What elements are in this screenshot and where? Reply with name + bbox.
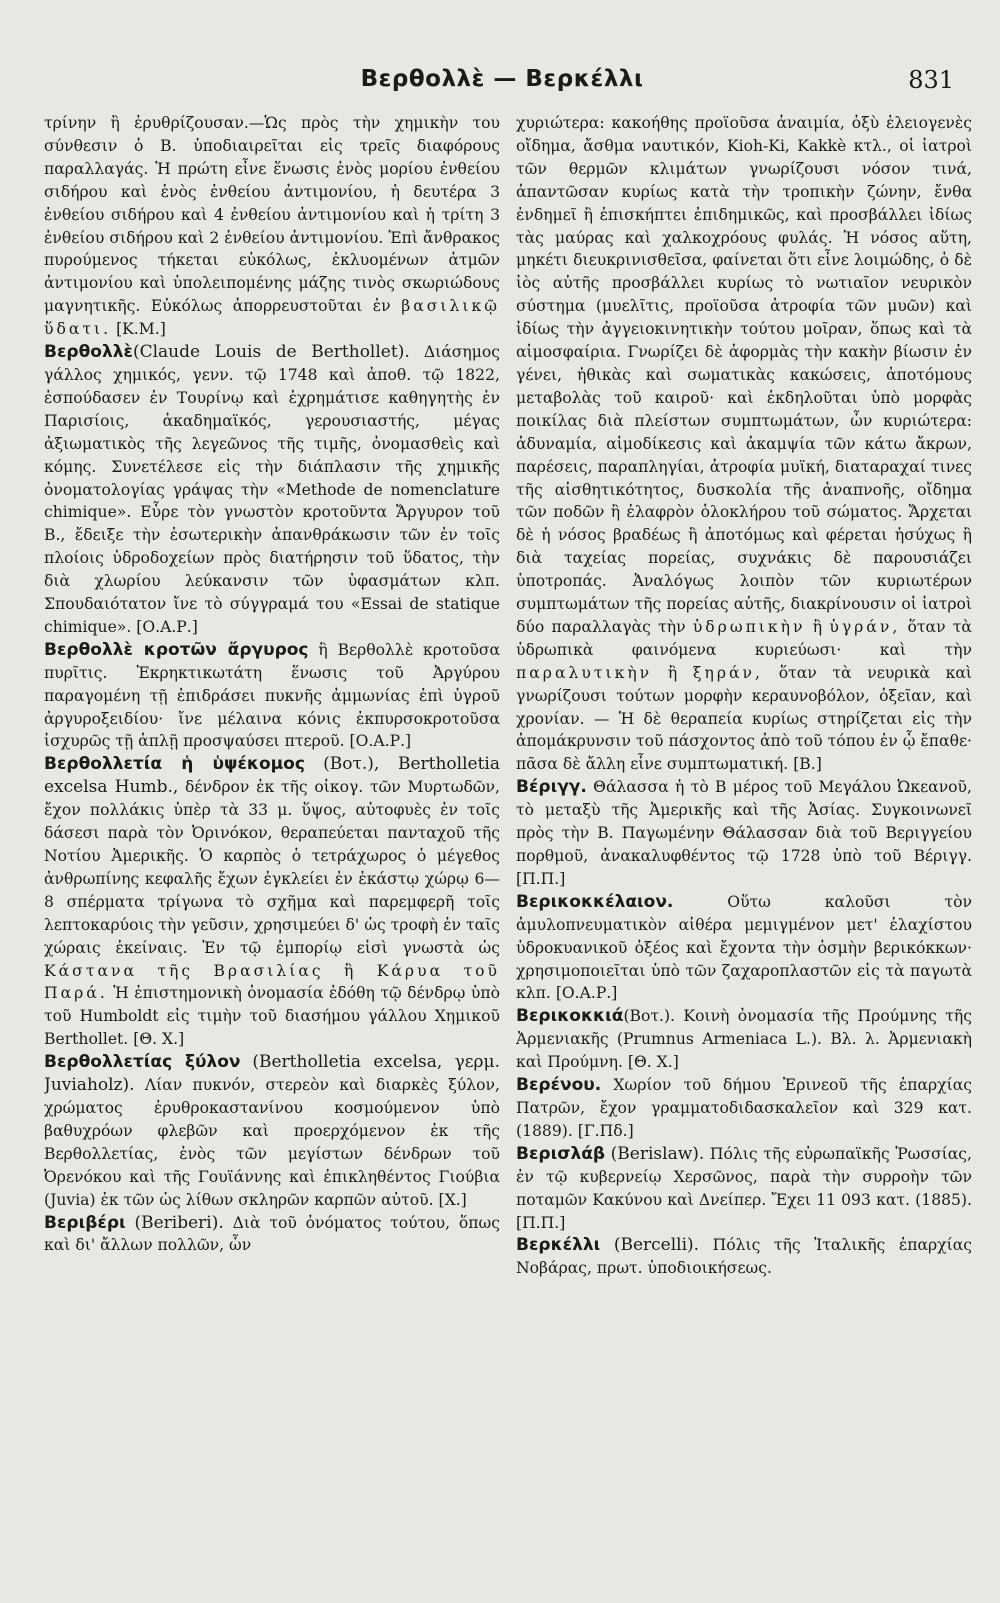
author-signature: [Ο.Α.Ρ.] [136,617,198,636]
entry-bertholletia-wood: Βερθολλετίας ξύλον (Bertholletia excelsa, γερμ. Juviaholz). Λίαν πυκνόν, στερεὸν καὶ διαρκὲς ξύλον, χρώματος ἐρυθροκαστανίνου κοσμούμενον ὑπὸ βαθυχρόων φλεβῶν καὶ προερχόμενον ἐκ τῆς Βερθολλετίας, ἑνὸς τῶν μεγίστων δένδρων τοῦ Ὀρενόκου καὶ τῆς Γουϊάννης καὶ ἐπικληθέντος Γιούβια (Juvia) ἐκ τῶν ὡς λίθων σκληρῶν καρπῶν αὐτοῦ. [Χ.] [44,1052,500,1209]
entry-bertholletia: Βερθολλετία ἡ ὑψέκομος (Βοτ.), Bertholletia excelsa Humb., δένδρον ἐκ τῆς οἰκογ. τῶν Μυρτωδῶν, ἔχον πολλάκις ὑπὲρ τὰ 33 μ. ὕψος, αὐτοφυὲς ἐν τοῖς δάσεσι παρὰ τὸν Ὀρινόκον, θεραπεύεται πανταχοῦ τῆς Νοτίου Ἀμερικῆς. Ὁ καρπὸς ὁ τετράχωρος ὁ μέγεθος ἀνθρωπίνης κεφαλῆς ἔχων ἐγκλείει ἐν ἑκάστῳ χώρῳ 6—8 σπέρματα τρίγωνα τὸ σχῆμα καὶ παρεμφερῆ τοῖς λεπτοκαρύοις τὴν γεῦσιν, χρησιμεύει δ' ὡς τροφὴ ἐν ταῖς χώραις ἐκείναις. Ἐν τῷ ἐμπορίῳ εἰσὶ γνωστὰ ὡς Κάστανα τῆς Βρασιλίας ἢ Κάρυα τοῦ Παρά. Ἡ ἐπιστημονικὴ ὀνομασία ἐδόθη τῷ δένδρῳ ὑπὸ τοῦ Humboldt εἰς τιμὴν τοῦ διασήμου γάλλου Χημικοῦ Berthollet. [Θ. Χ.] [44,754,500,1049]
author-signature: [Θ. Χ.] [627,1053,679,1072]
entry-berislav: Βερισλάβ (Berislaw). Πόλις τῆς εὐρωπαϊκῆς Ῥωσσίας, ἐν τῷ κυβερνείῳ Χερσῶνος, παρὰ τὴν συρροὴν τῶν ποταμῶν Κακύνου καὶ Δνείπερ. Ἔχει 11 093 κατ. (1885). [Π.Π.] [516,1143,972,1232]
right-column [516,112,972,1585]
author-signature: [Π.Π.] [516,1213,566,1232]
entry-berthollet: Βερθολλὲ(Claude Louis de Berthollet). Διάσημος γάλλος χημικός, γενν. τῷ 1748 καὶ ἀποθ. τῷ 1822, ἐσπούδασεν ἐν Τουρίνῳ καὶ ἐχρημάτισε καθηγητὴς ἐν Παρισίοις, ἀκαδημαϊκός, γερουσιαστής, μέγας ἀξιωματικὸς τῆς λεγεῶνος τῆς τιμῆς, ὀνομασθεὶς καὶ κόμης. Συνετέλεσε εἰς τὴν διάπλασιν τῆς χημικῆς ὀνοματολογίας γράψας τὴν «Methode de nomenclature chimique». Εὗρε τὸν γνωστὸν κροτοῦντα Ἄργυρον τοῦ Β., ἔδειξε τὴν ἐσωτερικὴν ἀπανθράκωσιν τῶν ἐν τοῖς πλοίοις ὑδροδοχείων πρὸς διατήρησιν τοῦ ὕδατος, τὴν διὰ χλωρίου λεύκανσιν τῶν ὑφασμάτων κλπ. Σπουδαιότατον ἴνε τὸ σύγγραμά του «Essai de statique chimique». [Ο.Α.Ρ.] [44,342,500,636]
entry-bercelli: Βερκέλλι (Bercelli). Πόλις τῆς Ἰταλικῆς ἐπαρχίας Νοβάρας, πρωτ. ὑποδιοικήσεως. [516,1235,972,1278]
headword: Βερικοκκιά [516,1006,624,1027]
headword: Βερθολλὲ κροτῶν ἄργυρος [44,639,309,660]
headword: Βέριγγ. [516,777,587,798]
headword: Βερισλάβ [516,1143,606,1164]
author-signature: [Χ.] [438,1190,467,1209]
author-signature: [Ο.Α.Ρ.] [555,984,618,1003]
entry-continuation: τρίνην ἢ ἐρυθρίζουσαν.—Ὡς πρὸς τὴν χημικὴν του σύνθεσιν ὁ Β. ὑποδιαιρεῖται εἰς τρεῖς διαφόρους παραλλαγάς. Ἡ πρώτη εἶνε ἕνωσις ἑνὸς μορίου ἐνθείου σιδήρου καὶ ἑνὸς ἐνθείου ἀντιμονίου, ἡ δευτέρα 3 ἐνθείου σιδήρου καὶ 4 ἐνθείου ἀντιμονίου καὶ ἡ τρίτη 3 ἐνθείου σιδήρου καὶ 2 ἐνθείου ἀντιμονίου. Ἐπὶ ἄνθρακος πυρούμενος τήκεται εὐκόλως, ἐκλυομένων ἀτμῶν ἀντιμονίου καὶ ὑπολειπομένης μάζης τινὸς σκωριώδους μαγνητικῆς. Εὐκόλως ἀπορρευστοῦται ἐν βασιλικῷ ὕδατι. [Κ.Μ.] [44,114,500,339]
left-column [44,112,500,1585]
author-signature: [Π.Π.] [516,869,566,888]
headword: Βερένου. [516,1075,602,1096]
headword: Βερθολλετίας ξύλον [44,1052,241,1073]
author-signature: [Β.] [793,755,822,774]
entry-beriberi-continued: χυριώτερα: κακοήθης προϊοῦσα ἀναιμία, ὀξὺ ἑλειογενὲς οἴδημα, ἄσθμα ναυτικόν, Kioh-Ki, Kakkè κτλ., οἱ ἰατροὶ τῶν θερμῶν κλιμάτων γνωρίζουσι νόσον τινά, ἀπαντῶσαν κυρίως κατὰ τὴν τροπικὴν ζώνην, ἔνθα ἐνδημεῖ ἢ ἐπισκήπτει ἐπιδημικῶς, καὶ προσβάλλει ἰδίως τὰς μαύρας καὶ χαλκοχρόους φυλάς. Ἡ νόσος αὕτη, μηκέτι διευκρινισθεῖσα, φαίνεται ὅτι εἶνε λοιμώδης, ὁ δὲ ἰὸς αὐτῆς προσβάλλει κυρίως τὸ νωτιαῖον νευρικὸν σύστημα (μυελῖτις, προϊοῦσα ἀτροφία τῶν μυῶν) καὶ ἰδίως τὴν ἀγγειοκινητικὴν τούτου μοῖραν, ὅπως καὶ τὰ αἱμοσφαίρια. Γνωρίζει δὲ ἀφορμὰς τὴν κακὴν βίωσιν ἐν γένει, ἠθικὰς καὶ σωματικὰς κακώσεις, ἀποτόμους μεταβολὰς τοῦ καιροῦ· καὶ ἐκδηλοῦται ὑπὸ μορφὰς ποικίλας διὰ πλείστων συμπτωμάτων, ὧν κυριώτερα: ἀδυναμία, αἱμοδίκεσις καὶ ἀκαμψία τῶν κάτω ἄκρων, παρέσεις, παραπληγίαι, ἀτροφία μυϊκή, διαταραχαί τινες τῆς αἰσθητικότητος, δυσκολία τῆς ἀναπνοῆς, οἴδημα τῶν ποδῶν ἢ ἐλαφρὸν ὁλοκλήρου τοῦ σώματος. Ἄρχεται δὲ ἡ νόσος βραδέως ἢ ἀποτόμως καὶ φέρεται ἡσύχως ἢ διὰ ταχείας πορείας, συχνάκις δὲ παρουσιάζει ὑποτροπάς. Ἀναλόγως λοιπὸν τῶν κυριωτέρων συμπτωμάτων τῆς πορείας αὐτῆς, διακρίνουσιν οἱ ἰατροὶ δύο παραλλαγὰς τὴν ὑδρωπικὴν ἢ ὑγράν, ὅταν τὰ ὑδρωπικὰ φαινόμενα κυριεύωσι· καὶ τὴν παραλυτικὴν ἢ ξηράν, ὅταν τὰ νευρικὰ καὶ γνωρίζουσι τούτων μορφὴν κεραυνοβόλον, ὀξεῖαν, καὶ χρονίαν. — Ἡ δὲ θεραπεία κυρίως στηρίζεται εἰς τὴν ἀπομάκρυνσιν τοῦ πάσχοντος ἀπὸ τοῦ τόπου ἐν ᾧ ἔπαθε· πᾶσα δὲ ἄλλη εἶνε συμπτωματική. [Β.] [516,114,972,774]
entry-berikokkelaion: Βερικοκκέλαιον. Οὕτω καλοῦσι τὸν ἀμυλοπνευματικὸν αἰθέρα μεμιγμένον μετ' ἐλαχίστου ὑδροκυανικοῦ ὀξέος καὶ ἔχοντα τὴν ὀσμὴν βερικόκκων· χρησιμοποιεῖται ὑπὸ τῶν ζαχαροπλαστῶν εἰς τὰ παγωτὰ κλπ. [Ο.Α.Ρ.] [516,891,972,1003]
headword: Βεριβέρι [44,1212,126,1233]
author-signature: [Θ. Χ.] [133,1030,185,1049]
entry-beriberi: Βεριβέρι (Beriberi). Διὰ τοῦ ὀνόματος τούτου, ὅπως καὶ δι' ἄλλων πολλῶν, ὧν [44,1212,500,1255]
headword: Βερκέλλι [516,1235,601,1256]
text-columns [44,112,972,1585]
headword: Βερικοκκέλαιον. [516,891,674,912]
entry-berikokkia: Βερικοκκιά(Βοτ.). Κοινὴ ὀνομασία τῆς Προύμνης τῆς Ἀρμενιακῆς (Prumnus Armeniaca L.). Βλ. λ. Ἀρμενιακὴ καὶ Προύμνη. [Θ. Χ.] [516,1006,972,1072]
headword: Βερθολλὲ [44,342,133,363]
entry-berenou: Βερένου. Χωρίον τοῦ δήμου Ἐρινεοῦ τῆς ἐπαρχίας Πατρῶν, ἔχον γραμματοδιδασκαλεῖον καὶ 329 κατ. (1889). [Γ.Πδ.] [516,1075,972,1140]
author-signature: [Κ.Μ.] [116,320,166,339]
entry-bering: Βέριγγ. Θάλασσα ἡ τὸ Β μέρος τοῦ Μεγάλου Ὠκεανοῦ, τὸ μεταξὺ τῆς Ἀμερικῆς καὶ τῆς Ἀσίας. Συγκοινωνεῖ πρὸς τὴν Β. Παγωμένην Θάλασσαν διὰ τοῦ Βεριγγείου πορθμοῦ, ἀνακαλυφθέντος τῷ 1728 ὑπὸ τοῦ Βέριγγ. [Π.Π.] [516,777,972,888]
running-head: Βερθολλὲ — Βερκέλλι [360,66,644,92]
author-signature: [Γ.Πδ.] [577,1121,634,1140]
page-header [44,66,960,102]
entry-berthollet-silver: Βερθολλὲ κροτῶν ἄργυρος ἢ Βερθολλὲ κροτοῦσα πυρῖτις. Ἐκρηκτικωτάτη ἕνωσις τοῦ Ἀργύρου παραγομένη τῇ ἐπιδράσει πυκνῆς ἀμμωνίας ἐπὶ ὑγροῦ ἀργυροξειδίου· ἴνε μέλαινα κόνις ἐκπυρσοκροτοῦσα ἰσχυρῶς τῇ ἁπλῇ προσψαύσει πτεροῦ. [Ο.Α.Ρ.] [44,639,500,751]
headword: Βερθολλετία ἡ ὑψέκομος [44,754,305,775]
author-signature: [Ο.Α.Ρ.] [349,732,412,751]
page-number: 831 [908,66,954,94]
